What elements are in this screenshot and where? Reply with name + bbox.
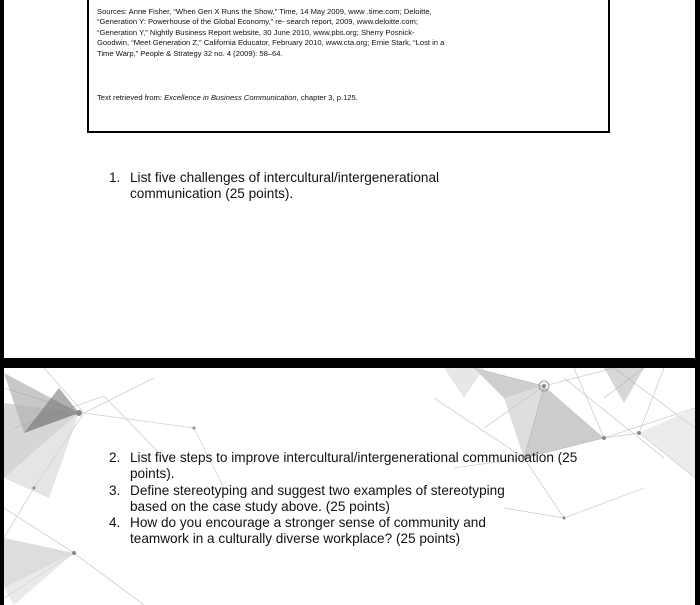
sources-line: Sources: Anne Fisher, “When Gen X Runs the Show,” Time, 14 May 2009, www .time.com; Deloitte,: [97, 7, 432, 16]
text-retrieved-note: Text retrieved from: Excellence in Business Communication, chapter 3, p.125.: [97, 93, 358, 102]
question-1: 1. List five challenges of intercultural/intergenerational communication (25 points).: [109, 170, 440, 201]
sources-line: “Generation Y,” Nightly Business Report website, 30 June 2010, www.pbs.org; Sherry Posnick-: [97, 27, 415, 37]
sources-line: Time Warp,” People & Strategy 32 no. 4 (2009): 58–64.: [97, 48, 283, 58]
question-3: 3. Define stereotyping and suggest two examples of stereotyping based on the case study above. (25 points): [109, 483, 505, 514]
sources-line: “Generation Y: Powerhouse of the Global Economy,” re- search report, 2009, www.deloitte.com;: [97, 17, 418, 27]
document-page-1: [4, 0, 695, 358]
book-title: Excellence in Business Communication: [164, 93, 297, 102]
sources-box: [87, 0, 610, 133]
document-page-2: [4, 368, 695, 605]
question-4: 4. How do you encourage a stronger sense of community and teamwork in a culturally diverse workplace? (25 points): [109, 515, 486, 546]
question-2: 2. List five steps to improve intercultural/intergenerational communication (25 points).: [109, 450, 578, 481]
sources-line: Goodwin, “Meet Generation Z,” California Educator, February 2010, www.cta.org; Ernie Stark, “Lost in a: [97, 38, 445, 48]
sources-citation: [97, 7, 607, 59]
